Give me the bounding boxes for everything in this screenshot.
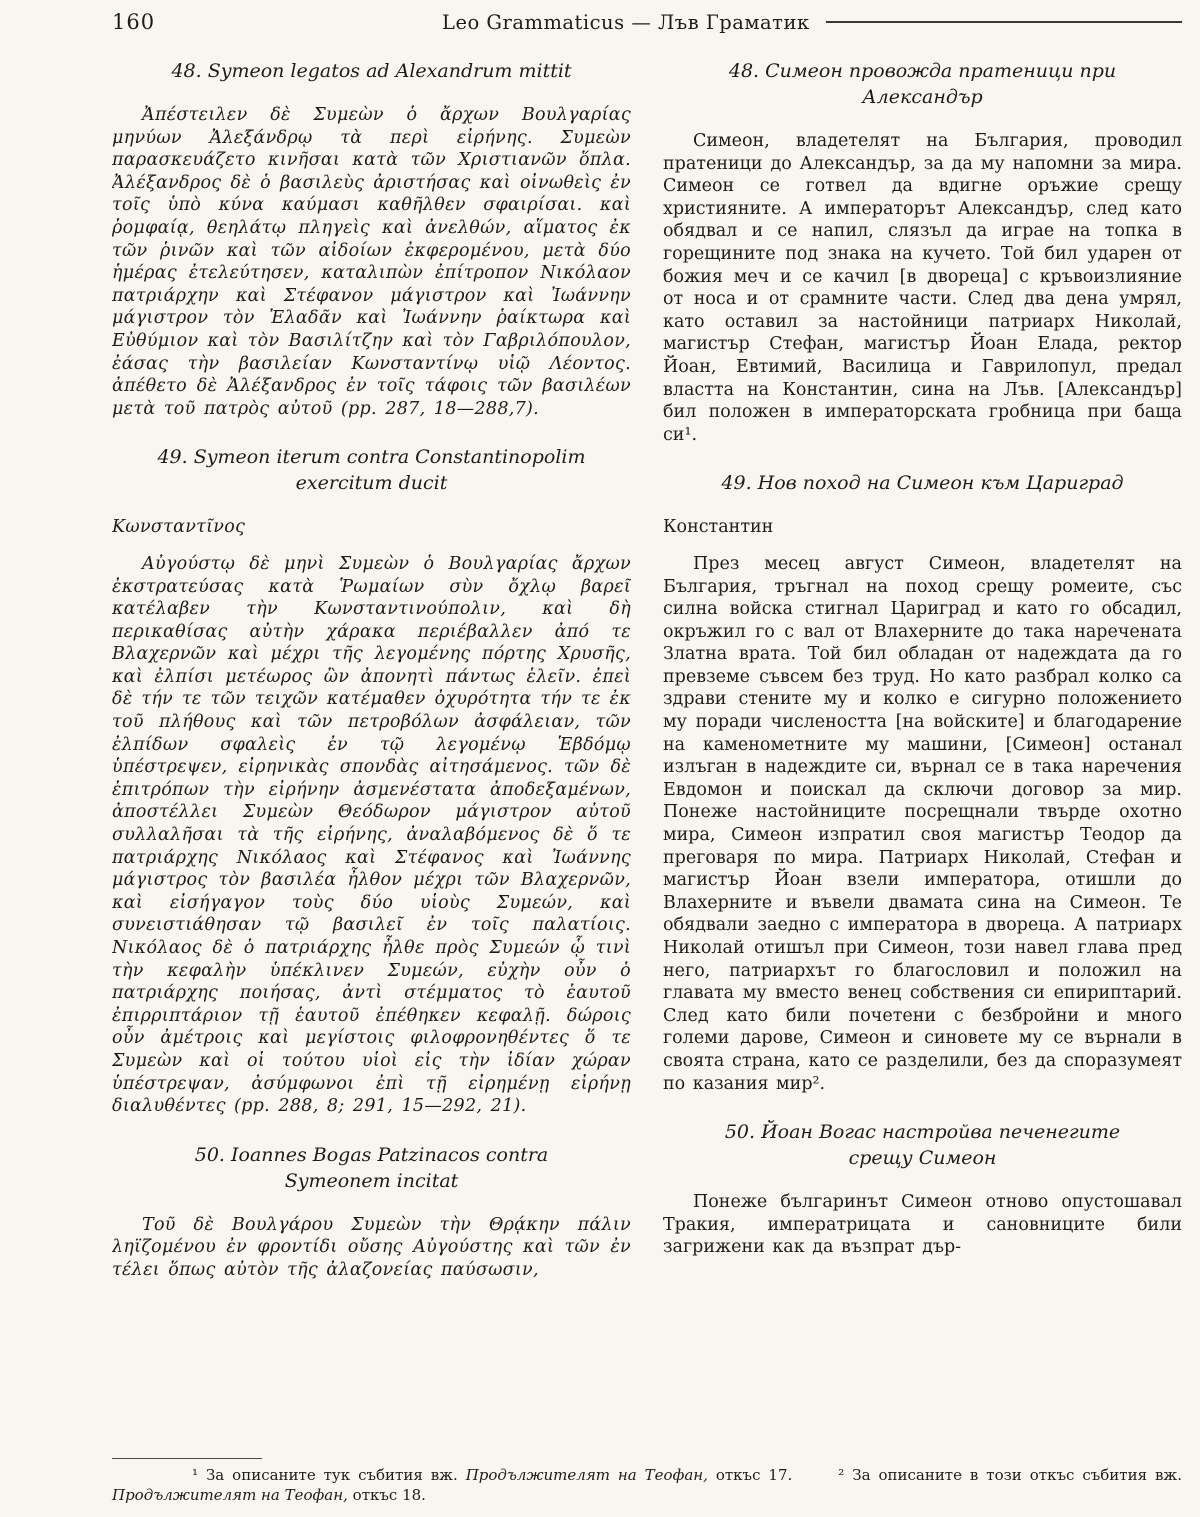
section-50-heading-latin: 50. Ioannes Bogas Patzinacos contra Symeonem incitat — [194, 1143, 549, 1192]
footnote-2-source-title: Продължителят на Теофан, — [112, 1486, 348, 1504]
section-49-greek-text: Αὐγούστῳ δὲ μηνὶ Συμεὼν ὁ Βουλγαρίας ἄρχων ἐκστρατεύσας κατὰ Ῥωμαίων σὺν ὄχλῳ βαρεῖ κατέλαβεν τὴν Κωνσταντινούπολιν, καὶ δὴ περικαθίσας αὐτὴν χάρακα περιέβαλλεν ἀπό τε Βλαχερνῶν καὶ μέχρι τῆς λεγομένης πόρτης Χρυσῆς, καὶ ἐλπίσι μετέωρος ὢν ἀπονητὶ πάντως ἑλεῖν. ἐπεὶ δὲ τήν τε τῶν τειχῶν κατέμαθεν ὀχυρότητα τήν τε ἐκ τοῦ πλήθους καὶ τῶν πετροβόλων ἀσφάλειαν, τῶν ἐλπίδων σφαλεὶς ἐν τῷ λεγομένῳ Ἑβδόμῳ ὑπέστρεψεν, εἰρηνικὰς σπονδὰς αἰτησάμενος. τῶν δὲ ἐπιτρόπων τὴν εἰρήνην ἀσμενέστατα ἀποδεξαμένων, ἀποστέλλει Συμεὼν Θεόδωρον μάγιστρον αὐτοῦ συλλαλῆσαι τὰ τῆς εἰρήνης, ἀναλαβόμενος δὲ ὅ τε πατριάρχης Νικόλαος καὶ Στέφανος καὶ Ἰωάννης μάγιστρος τὸν βασιλέα ἦλθον μέχρι τῶν Βλαχερνῶν, καὶ εἰσήγαγον τοὺς δύο υἱοὺς Συμεών, καὶ συνειστιάθησαν τῷ βασιλεῖ ἐν τοῖς παλατίοις. Νικόλαος δὲ ὁ πατριάρχης ἦλθε πρὸς Συμεών ᾧ τινὶ τὴν κεφαλὴν ὑπέκλινεν Συμεών, εὐχὴν οὖν ὁ πατριάρχης ποιήσας, ἀντὶ στέμματος τὸ ἑαυτοῦ ἐπιρριπτάριον τῇ ἑαυτοῦ ἐπέθηκεν κεφαλῇ. δώροις οὖν ἀμέτροις καὶ μεγίστοις φιλοφρονηθέντες ὅ τε Συμεὼν καὶ οἱ τούτου υἱοὶ εἰς τὴν ἰδίαν χώραν ὑπέστρεψαν, ἀσύμφωνοι ἐπὶ τῇ εἰρημένῃ εἰρήνῃ διαλυθέντες (pp. 288, 8; 291, 15—292, 21). — [112, 553, 631, 1117]
footnote-1-source-title: Продължителят на Теофан, — [465, 1466, 708, 1484]
page-number: 160 — [112, 10, 156, 34]
section-48-bulgarian-text: Симеон, владетелят на България, проводил пратеници до Александър, за да му напомни за мира. Симеон се готвел да вдигне оръжие срещу християните. А императорът Александър, след като обядвал и се напил, слязъл да играе на топка в горещините под знака на кучето. Той бил ударен от божия меч и се качил [в двореца] с кръвоизлияние от носа и от срамните части. След два дена умрял, като оставил за настойници патриарх Николай, магистър Стефан, магистър Йоан Елада, ректор Йоан, Евтимий, Василица и Гаврилопул, предал властта на Константин, сина на Лъв. [Александър] бил положен в императорската гробница при баща си¹. — [663, 131, 1182, 445]
footnote-separator-rule — [112, 1458, 262, 1459]
section-49-bulgarian-text: През месец август Симеон, владетелят на България, тръгнал на поход срещу ромеите, със силна войска стигнал Цариград и като го обсадил, окръжил го с вал от Влахерните до така наречената Златна врата. Той бил обладан от надеждата да го превземе съвсем без труд. Но като разбрал колко са здрави стените му и колко е сигурно положението му поради числеността [на войските] и благодарение на каменометните му машини, [Симеон] останал излъган в надеждите си, върнал се в така наречения Евдомон и поискал да сключи договор за мир. Понеже настойниците посрещнали твърде охотно мира, Симеон изпратил своя магистър Теодор да преговаря по мира. Патриарх Николай, Стефан и магистър Йоан взели императора, отишли до Влахерните и въвели двамата сина на Симеон. Те обядвали заедно с императора в двореца. А патриарх Николай отишъл при Симеон, този навел глава пред него, патриархът го благословил и положил на главата му вместо венец собствения си епириптарий. След като били почетени с безбройни и много големи дарове, Симеон и синовете му се върнали в своята страна, като се разделили, без да споразумеят по казания мир². — [663, 553, 1182, 1094]
section-49-greek-subhead: Κωνσταντῖνος — [112, 517, 246, 538]
bulgarian-translation-column — [663, 50, 1182, 1454]
section-48-heading-bulgarian: 48. Симеон провожда пратеници при Александър — [728, 60, 1117, 108]
section-48-greek-text: Ἀπέστειλεν δὲ Συμεὼν ὁ ἄρχων Βουλγαρίας μηνύων Ἀλεξάνδρῳ τὰ περὶ εἰρήνης. Συμεὼν παρασκευάζετο κινῆσαι κατὰ τῶν Χριστιανῶν ὅπλα. Ἀλέξανδρος δὲ ὁ βασιλεὺς ἀριστήσας καὶ οἰνωθεὶς ἐν τοῖς ὑπὸ κύνα καύμασι καθῆλθεν σφαιρίσαι. καὶ ῥομφαίᾳ, θεηλάτῳ πληγεὶς καὶ ἀνελθών, αἵματος ἐκ τῶν ῥινῶν καὶ τῶν αἰδοίων ἐκφερομένου, μετὰ δύο ἡμέρας ἐτελεύτησεν, καταλιπὼν ἐπίτροπον Νικόλαον πατριάρχην καὶ Στέφανον μάγιστρον καὶ Ἰωάννην μάγιστρον τὸν Ἐλαδᾶν καὶ Ἰωάννην ῥαίκτωρα καὶ Εὐθύμιον καὶ τὸν Βασιλίτζην καὶ τὸν Γαβριλόπουλον, ἐάσας τὴν βασιλείαν Κωνσταντίνῳ υἱῷ Λέοντος. ἀπέθετο δὲ Ἀλέξανδρος ἐν τοῖς τάφοις τῶν βασιλέων μετὰ τοῦ πατρὸς αὐτοῦ (pp. 287, 18—288,7). — [112, 105, 631, 419]
section-50-heading-bulgarian: 50. Йоан Вогас настройва печенегите срещу Симеон — [724, 1121, 1121, 1170]
greek-source-column — [112, 50, 631, 1454]
footnote-1-lead: ¹ За описаните тук събития вж. — [192, 1466, 466, 1484]
footnote-1-tail: откъс 17. — [707, 1466, 793, 1484]
section-48-heading-latin: 48. Symeon legatos ad Alexandrum mittit — [171, 60, 572, 82]
section-49-heading-bulgarian: 49. Нов поход на Симеон към Цариград — [721, 472, 1124, 495]
footnote-paragraph — [112, 1465, 1182, 1505]
section-50-greek-text: Τοῦ δὲ Βουλγάρου Συμεὼν τὴν Θρᾴκην πάλιν ληϊζομένου ἐν φροντίδι οὔσης Αὐγούστης καὶ τῶν ἐν τέλει ὅπως αὐτὸν τῆς ἀλαζονείας παύσωσιν, — [112, 1214, 631, 1280]
header-rule — [826, 21, 1182, 23]
running-header — [112, 10, 1182, 34]
section-49-bulgarian-subhead: Константин — [663, 517, 774, 538]
footnote-2-tail: откъс 18. — [347, 1486, 426, 1504]
section-50-bulgarian-text: Понеже българинът Симеон отново опустошавал Тракия, императрицата и сановниците били загрижени как да възпрат дър- — [663, 1192, 1182, 1258]
section-49-heading-latin: 49. Symeon iterum contra Constantinopolim exercitum ducit — [157, 446, 586, 495]
two-column-text-block — [112, 50, 1182, 1454]
footnotes-block — [112, 1454, 1182, 1507]
running-head-title: Leo Grammaticus — Лъв Граматик — [442, 10, 810, 34]
footnote-2-lead: ² За описаните в този откъс събития вж. — [838, 1466, 1182, 1484]
